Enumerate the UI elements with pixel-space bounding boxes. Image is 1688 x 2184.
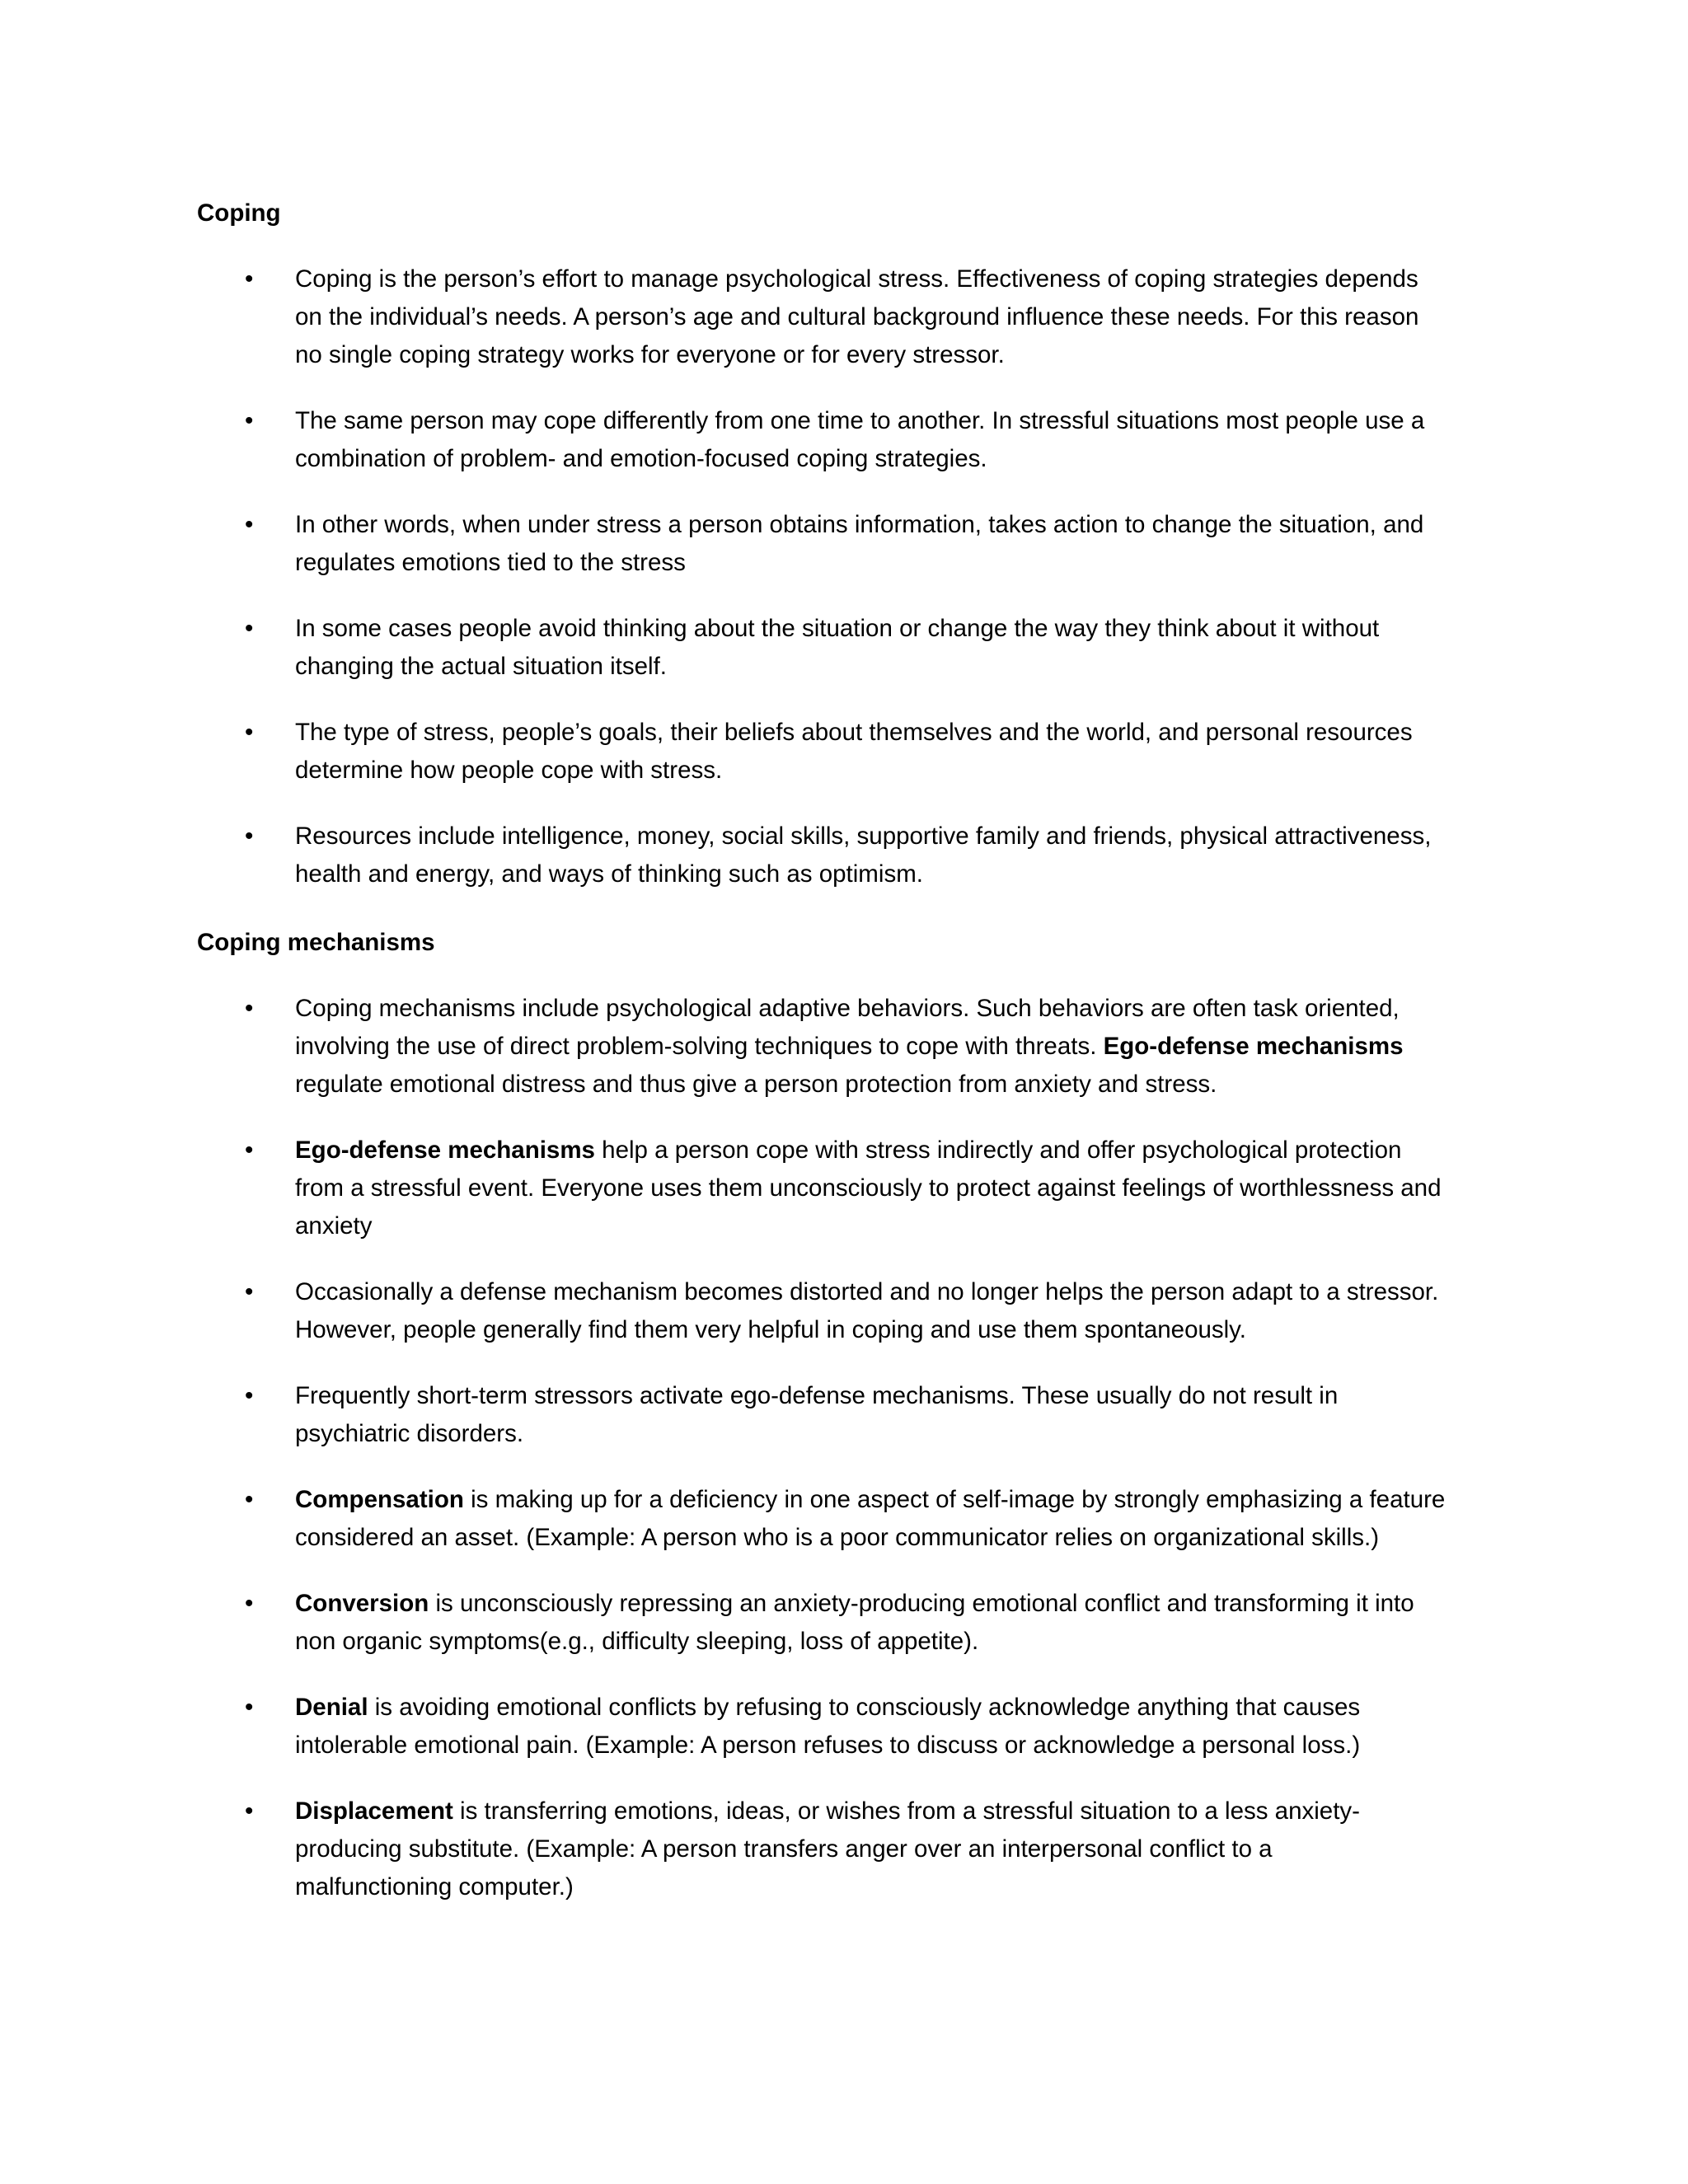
- text-line: from a stressful event. Everyone uses them unconsciously to protect against feelings of worthlessness and: [295, 1174, 1442, 1202]
- text-line: producing substitute. (Example: A person transfers anger over an interpersonal conflict to a: [295, 1835, 1273, 1863]
- bullet-icon: •: [245, 1137, 254, 1164]
- section-heading-coping-mechanisms: Coping mechanisms: [197, 929, 435, 956]
- list-item-text: [295, 818, 1498, 893]
- bullet-icon: •: [245, 265, 254, 293]
- text-segment: is unconsciously repressing an anxiety-producing emotional conflict and transforming it into: [429, 1590, 1414, 1617]
- text-line: malfunctioning computer.): [295, 1873, 574, 1900]
- list-item-text: [295, 990, 1498, 1104]
- list-item-text: [295, 506, 1498, 582]
- bullet-icon: •: [245, 1382, 254, 1409]
- bullet-icon: •: [245, 615, 254, 642]
- text-line: health and energy, and ways of thinking such as optimism.: [295, 860, 923, 888]
- text-line: on the individual’s needs. A person’s age and cultural background influence these needs. For this reason: [295, 303, 1419, 330]
- list-item-text: [295, 1793, 1498, 1906]
- text-line: The same person may cope differently from one time to another. In stressful situations most people use a: [295, 407, 1425, 434]
- text-line: [295, 1481, 1498, 1519]
- text-line: Occasionally a defense mechanism becomes distorted and no longer helps the person adapt to a stressor.: [295, 1278, 1439, 1305]
- text-line: [295, 1132, 1498, 1169]
- bullet-icon: •: [245, 1590, 254, 1617]
- bullet-icon: •: [245, 1278, 254, 1305]
- text-line: anxiety: [295, 1212, 373, 1240]
- text-line: In some cases people avoid thinking about the situation or change the way they think about it without: [295, 615, 1380, 642]
- list-item-text: [295, 1585, 1498, 1661]
- text-line: Resources include intelligence, money, social skills, supportive family and friends, physical attractiveness,: [295, 823, 1432, 850]
- bold-term: Conversion: [295, 1590, 429, 1617]
- list-item-text: [295, 402, 1498, 478]
- text-line: [295, 1689, 1498, 1727]
- text-line: changing the actual situation itself.: [295, 653, 667, 680]
- text-segment: help a person cope with stress indirectly and offer psychological protection: [594, 1137, 1402, 1164]
- text-line: regulates emotions tied to the stress: [295, 549, 686, 576]
- text-line: [295, 1793, 1498, 1830]
- bold-term: Denial: [295, 1694, 368, 1721]
- text-segment: involving the use of direct problem-solving techniques to cope with threats.: [295, 1033, 1104, 1060]
- text-line: intolerable emotional pain. (Example: A person refuses to discuss or acknowledge a personal loss.): [295, 1732, 1361, 1759]
- bold-term: Ego-defense mechanisms: [1103, 1033, 1404, 1060]
- bullet-icon: •: [245, 823, 254, 850]
- bullet-icon: •: [245, 1486, 254, 1513]
- text-line: considered an asset. (Example: A person who is a poor communicator relies on organizational skills.): [295, 1524, 1380, 1551]
- bullet-icon: •: [245, 1797, 254, 1825]
- list-item-text: [295, 1689, 1498, 1765]
- text-line: However, people generally find them very helpful in coping and use them spontaneously.: [295, 1316, 1246, 1343]
- bullet-icon: •: [245, 995, 254, 1022]
- list-item-text: [295, 1132, 1498, 1245]
- list-item-text: [295, 1377, 1498, 1453]
- text-line: determine how people cope with stress.: [295, 757, 723, 784]
- text-line: no single coping strategy works for everyone or for every stressor.: [295, 341, 1005, 368]
- text-line: Coping is the person’s effort to manage psychological stress. Effectiveness of coping strategies depends: [295, 265, 1418, 293]
- bullet-icon: •: [245, 511, 254, 538]
- list-item-text: [295, 714, 1498, 790]
- list-item-text: [295, 1273, 1498, 1349]
- bold-term: Displacement: [295, 1797, 453, 1825]
- text-line: Coping mechanisms include psychological adaptive behaviors. Such behaviors are often task oriented,: [295, 995, 1400, 1022]
- text-line: psychiatric disorders.: [295, 1420, 524, 1447]
- text-segment: is avoiding emotional conflicts by refusing to consciously acknowledge anything that causes: [368, 1694, 1361, 1721]
- text-line: regulate emotional distress and thus give a person protection from anxiety and stress.: [295, 1071, 1217, 1098]
- text-line: The type of stress, people’s goals, their beliefs about themselves and the world, and personal resources: [295, 719, 1413, 746]
- list-item-text: [295, 1481, 1498, 1557]
- text-line: combination of problem- and emotion-focused coping strategies.: [295, 445, 987, 472]
- text-segment: is transferring emotions, ideas, or wishes from a stressful situation to a less anxiety-: [452, 1797, 1360, 1825]
- bullet-icon: •: [245, 1694, 254, 1721]
- section-heading-coping: Coping: [197, 199, 281, 227]
- bold-term: Compensation: [295, 1486, 464, 1513]
- bullet-icon: •: [245, 719, 254, 746]
- bullet-icon: •: [245, 407, 254, 434]
- text-segment: is making up for a deficiency in one aspect of self-image by strongly emphasizing a feature: [463, 1486, 1446, 1513]
- bold-term: Ego-defense mechanisms: [295, 1137, 595, 1164]
- text-line: Frequently short-term stressors activate ego-defense mechanisms. These usually do not result in: [295, 1382, 1339, 1409]
- text-line: non organic symptoms(e.g., difficulty sleeping, loss of appetite).: [295, 1628, 979, 1655]
- text-line: In other words, when under stress a person obtains information, takes action to change the situation, and: [295, 511, 1424, 538]
- list-item-text: [295, 610, 1498, 686]
- text-line: [295, 1028, 1498, 1066]
- list-item-text: [295, 260, 1498, 374]
- text-line: [295, 1585, 1498, 1623]
